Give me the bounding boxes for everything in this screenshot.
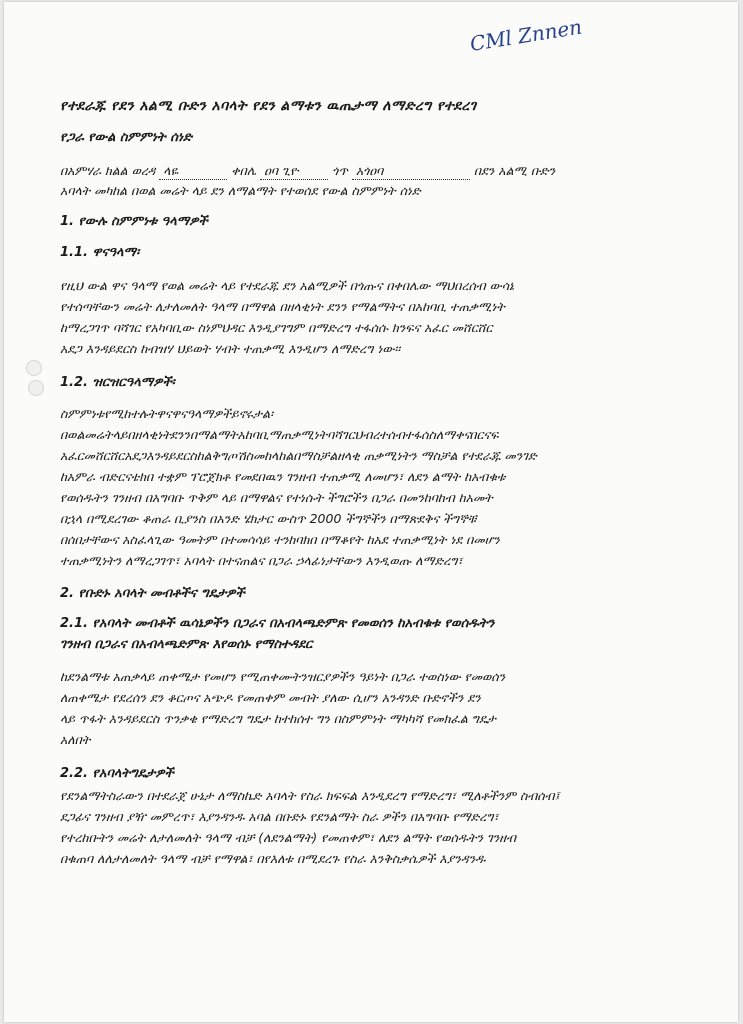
section-1-1-line: አደጋ እንዳይደርስ ከብዝሃ ህይወት ሃብት ተጠቃሚ እንዲሆን ለማድረግ ነው። xyxy=(60,341,401,356)
section-2-2-heading: 2.2. የአባላትግዴታዎች xyxy=(60,766,174,781)
got-value: አጎዐባ xyxy=(352,163,470,180)
kebele-value: ዐባ ጊዮ xyxy=(260,163,328,180)
section-1-2-line: ተጠቃሚነትን ለማረጋገጥ፣ አባላት በተናጠልና በጋራ ኃላፊነታቸውን እንዲወጡ ለማድረግ፣ xyxy=(60,553,463,568)
section-1-1-line: ከማረጋገጥ ባሻገር የአካባቢው ስነምህዳር እንዲያገግም በማድረግ ተፋሰሱ ክንፍና አፈር መሸርሸር xyxy=(60,320,493,335)
section-1-2-line: በሰበታቸውና አስፈላጊው ዓመትም በተመሳሳይ ተንከባክበ በማቆየት ከአደ ተጠቃሚነት ነደ በመሆን xyxy=(60,532,500,547)
got-label: ጎጥ xyxy=(332,163,348,178)
intro-prefix: በአምሃራ ክልል xyxy=(60,163,128,178)
section-1-2-line: በወልመሬትላይበዘላቂነትደንንበማልማትአከባቢማጠቃሚነትባሻገርህብረተሰብተፋሰስለማቀናበርናፍ xyxy=(60,427,499,442)
section-1-1-line: የተሰጣቸውን መሬት ለታለመለት ዓላማ በማዋል በዘላቂነት ደንን የማልማትና በአከባቢ ተጠቃሚነት xyxy=(60,299,505,314)
handwritten-annotation: CMl Znnen xyxy=(468,14,584,56)
document-page xyxy=(4,2,738,1022)
section-1-1-line: የዚህ ውል ዋና ዓላማ የወል መሬት ላይ የተደራጁ ደን አልሚዎች በጎጡና በቀበሌው ማህበረሰብ ውሳኔ xyxy=(60,278,514,293)
intro-suffix: በደን አልሚ ቡድን xyxy=(473,163,556,178)
intro-line-1 xyxy=(60,163,555,180)
section-1-2-line: ስምምነቱየሚከተሉትዋናዋናዓላማዎችይኖሩታል፡ xyxy=(60,406,274,421)
section-1-2-line: አፈርመሸርሸርአደጋእንዳይደርስከልቅግጦሽስመከላከልበማስቻልዘላቂ ጠቃሚነትን ማስቻል የተደራጁ መንገድ xyxy=(60,448,537,463)
intro-line-2: አባላት መካከል በወል መሬት ላይ ደን ለማልማት የተወሰደ የውል ስምምነት ሰነድ xyxy=(60,183,421,198)
kebele-label: ቀበሌ xyxy=(231,163,257,178)
section-2-1-line: አለበት xyxy=(60,732,91,747)
section-2-2-line: ደጋፊና ገንዘብ ያዥ መምረጥ፣ እያንዳንዱ አባል በቡድኑ የደንልማት ስራ ዎችን በአግባቡ የማድረግ፣ xyxy=(60,809,499,824)
punch-hole-mark xyxy=(28,380,44,396)
document-subtitle: የጋራ የውል ስምምነት ሰነድ xyxy=(60,130,193,145)
section-2-1-line: ላይ ጥፋት እንዳይደርስ ጥንቃቄ የማድረግ ግዴታ ከተከሰተ ግን በስምምነት ማካካሻ የመክፈል ግዴታ xyxy=(60,711,496,726)
section-1-2-line: በኋላ በሚደረገው ቆጠራ ቢያንስ በአንድ ሄክታር ውስጥ 2000 ችግኞችን በማጽደቅና ችግኞቹ xyxy=(60,511,477,526)
section-1-2-heading: 1.2. ዝርዝርዓላማዎች፡ xyxy=(60,375,175,390)
section-2-2-line: የተረከቡትን መሬት ለታለመለት ዓላማ ብቻ (ለደንልማት) የመጠቀም፣ ለደን ልማት የወሰዱትን ገንዘብ xyxy=(60,830,516,845)
section-2-1-line: ለጠቀሜታ የደረሰን ደን ቆርጦና አጭዶ የመጠቀም መብት ያለው ሲሆን አንዳንድ ቡድኖችን ደን xyxy=(60,690,481,705)
section-2-1-line: ከደንልማቱ አጠቃላይ ጠቀሜታ የመሆን የሚጠቀሙትንዝርያዎችን ዓይነት በጋራ ተወስነው የመወሰን xyxy=(60,669,506,684)
punch-hole-mark xyxy=(26,360,42,376)
section-2-2-line: የደንልማትስራውን በተደራጀ ሁኔታ ለማስኬድ አባላት የስራ ክፍፍል እንዲደረግ የማድረግ፣ ሚለቶችንም ስብሰብ፤ xyxy=(60,788,560,803)
section-2-1-heading-line: ገንዘብ በጋራና በአብላጫድምጽ እየወሰኑ የማስተዳደር xyxy=(60,637,313,652)
document-title: የተደራጁ የደን አልሚ ቡድን አባላት የደን ልማቱን ዉጤታማ ለማድረግ የተደረገ xyxy=(60,98,477,114)
woreda-value: ላዬ xyxy=(159,163,227,180)
woreda-label: ወረዳ xyxy=(131,163,156,178)
section-2-1-heading-line: 2.1. የአባላት መብቶች ዉሳኔዎችን በጋራና በአብላጫድምጽ የመወሰን ከአብቁቱ የወሰዱትን xyxy=(60,616,495,631)
section-1-heading: 1. የውሉ ስምምነቱ ዓላማዎች xyxy=(60,214,208,229)
section-1-2-line: ከአምራ ብድርናቴክበ ተቋም ፕሮጀክቶ የመደበዉን ገንዘብ ተጠቃሚ ለመሆን፣ ለደን ልማት ከአብቁቱ xyxy=(60,469,506,484)
section-2-2-line: በቁጠባ ለለታለመለት ዓላማ ብቻ የማዋል፣ በየእለቱ በሚደረጉ የስራ እንቅስቃሴዎች እያንዳንዱ xyxy=(60,851,486,866)
section-1-2-line: የወሰዱትን ገንዘብ በአግባቡ ጥቅም ላይ በማዋልና የተነሱት ችግሮችን በጋራ በመንከባከብ ከአመት xyxy=(60,490,493,505)
section-2-heading: 2. የቡድኑ አባላት መብቶችና ግዴታዎች xyxy=(60,586,245,601)
section-1-1-heading: 1.1. ዋናዓላማ፡ xyxy=(60,245,140,260)
